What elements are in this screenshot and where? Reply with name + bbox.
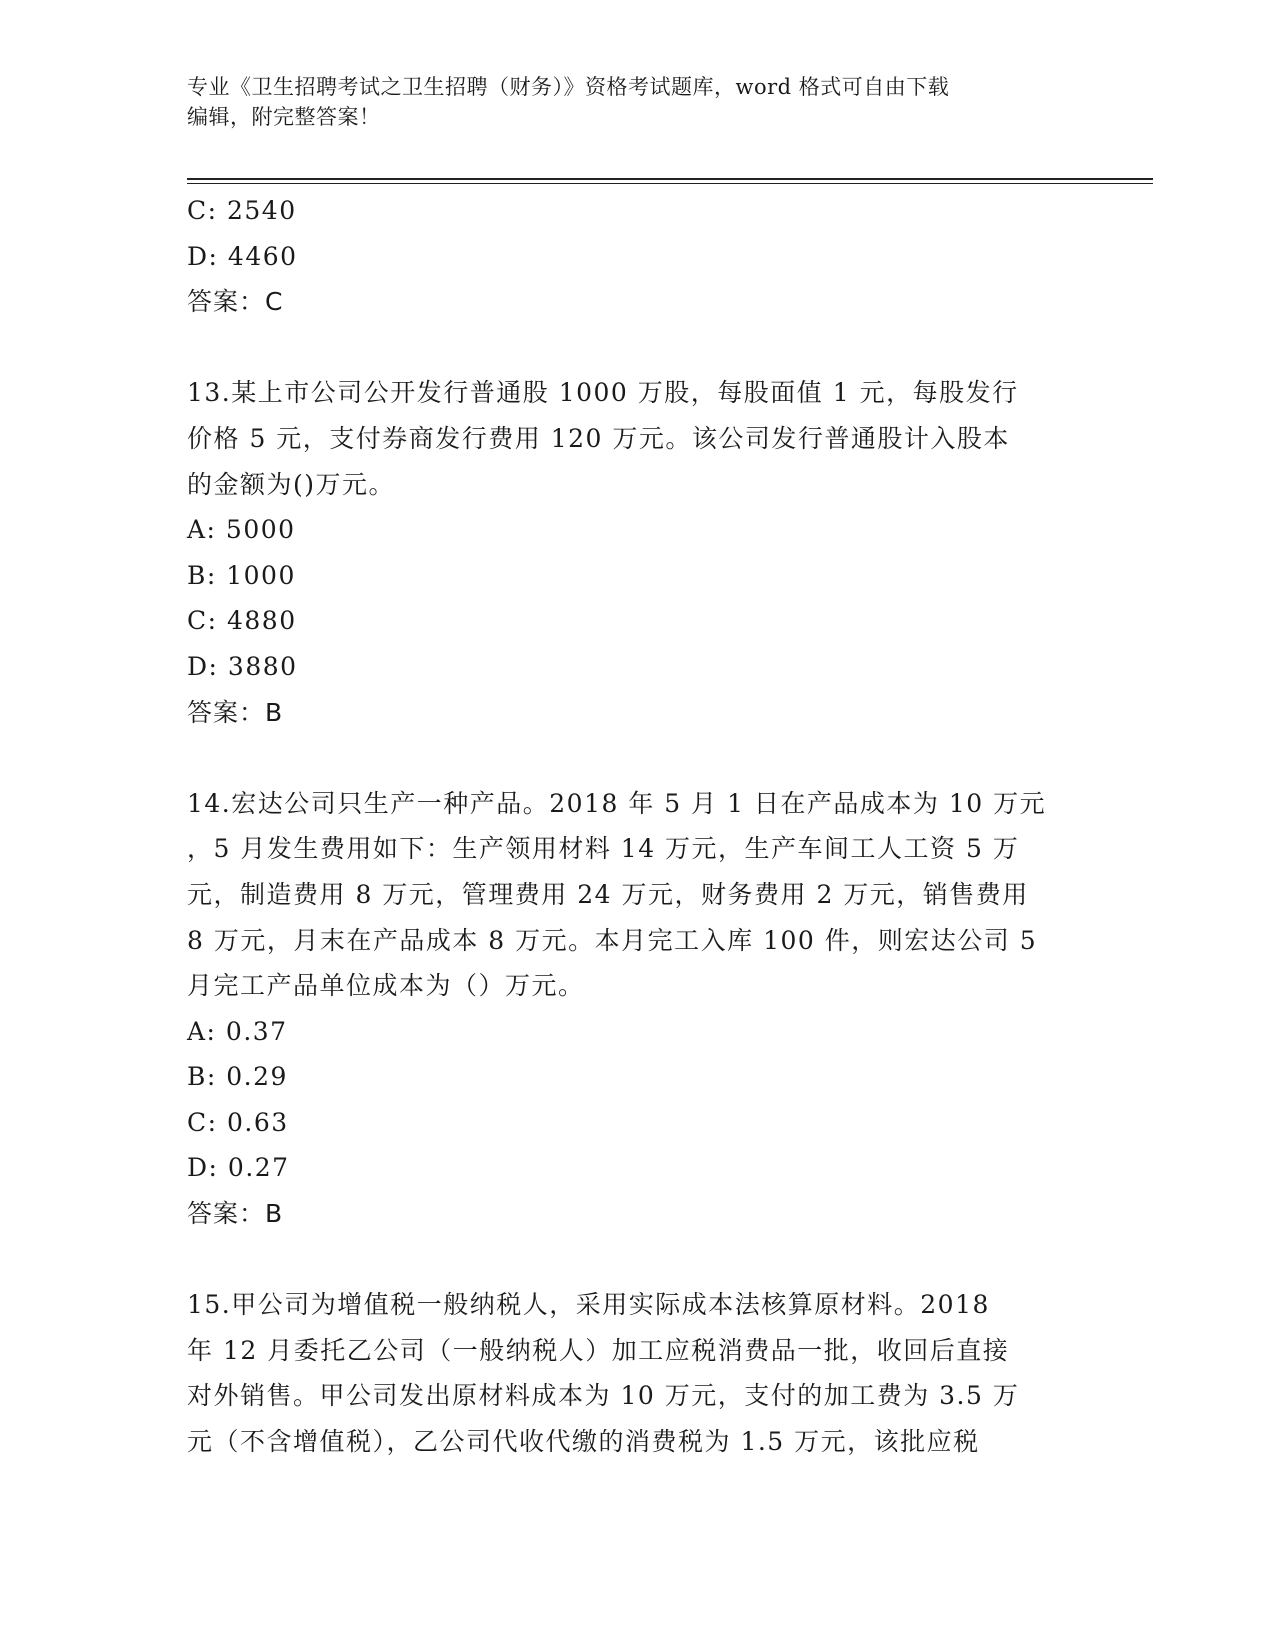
question-text-line: 年 12 月委托乙公司（一般纳税人）加工应税消费品一批，收回后直接 — [187, 1335, 1010, 1365]
option-b: B: 1000 — [187, 560, 296, 590]
answer: 答案：B — [187, 697, 284, 727]
document-header — [187, 72, 1067, 132]
option-b: B: 0.29 — [187, 1062, 288, 1092]
header-line-2: 编辑，附完整答案！ — [187, 105, 381, 129]
question-text-line: 8 万元，月末在产品成本 8 万元。本月完工入库 100 件，则宏达公司 5 — [187, 925, 1038, 955]
header-rule-thick — [187, 178, 1153, 180]
question-13 — [187, 370, 1087, 735]
header-rule-thin — [187, 183, 1153, 184]
question-text-line: 元，制造费用 8 万元，管理费用 24 万元，财务费用 2 万元，销售费用 — [187, 879, 1029, 909]
question-text-line: 15.甲公司为增值税一般纳税人，采用实际成本法核算原材料。2018 — [187, 1290, 990, 1320]
header-line-1: 专业《卫生招聘考试之卫生招聘（财务）》资格考试题库，word 格式可自由下载 — [187, 75, 950, 99]
question-text-line: ，5 月发生费用如下：生产领用材料 14 万元，生产车间工人工资 5 万 — [187, 834, 1020, 864]
question-content — [187, 188, 1087, 1465]
option-a: A: 0.37 — [187, 1016, 288, 1046]
question-text-line: 对外销售。甲公司发出原材料成本为 10 万元，支付的加工费为 3.5 万 — [187, 1381, 1020, 1411]
question-text-line: 价格 5 元，支付券商发行费用 120 万元。该公司发行普通股计入股本 — [187, 423, 1010, 453]
question-text-line: 13.某上市公司公开发行普通股 1000 万股，每股面值 1 元，每股发行 — [187, 378, 1019, 408]
question-15 — [187, 1282, 1087, 1464]
option-d: D: 4460 — [187, 241, 298, 271]
question-14 — [187, 781, 1087, 1237]
question-text-line: 的金额为()万元。 — [187, 469, 396, 499]
spacer — [187, 325, 1087, 371]
answer: 答案：C — [187, 287, 284, 317]
option-c: C: 2540 — [187, 196, 297, 225]
spacer — [187, 735, 1087, 781]
question-12-tail — [187, 188, 1087, 325]
question-text-line: 14.宏达公司只生产一种产品。2018 年 5 月 1 日在产品成本为 10 万元 — [187, 788, 1047, 818]
question-text-line: 月完工产品单位成本为（）万元。 — [187, 971, 585, 1001]
option-d: D: 0.27 — [187, 1153, 290, 1183]
option-a: A: 5000 — [187, 515, 296, 545]
option-c: C: 0.63 — [187, 1107, 289, 1137]
question-text-line: 元（不含增值税），乙公司代收代缴的消费税为 1.5 万元，该批应税 — [187, 1427, 980, 1457]
option-d: D: 3880 — [187, 651, 298, 681]
answer: 答案：B — [187, 1199, 284, 1229]
spacer — [187, 1237, 1087, 1283]
option-c: C: 4880 — [187, 606, 297, 636]
